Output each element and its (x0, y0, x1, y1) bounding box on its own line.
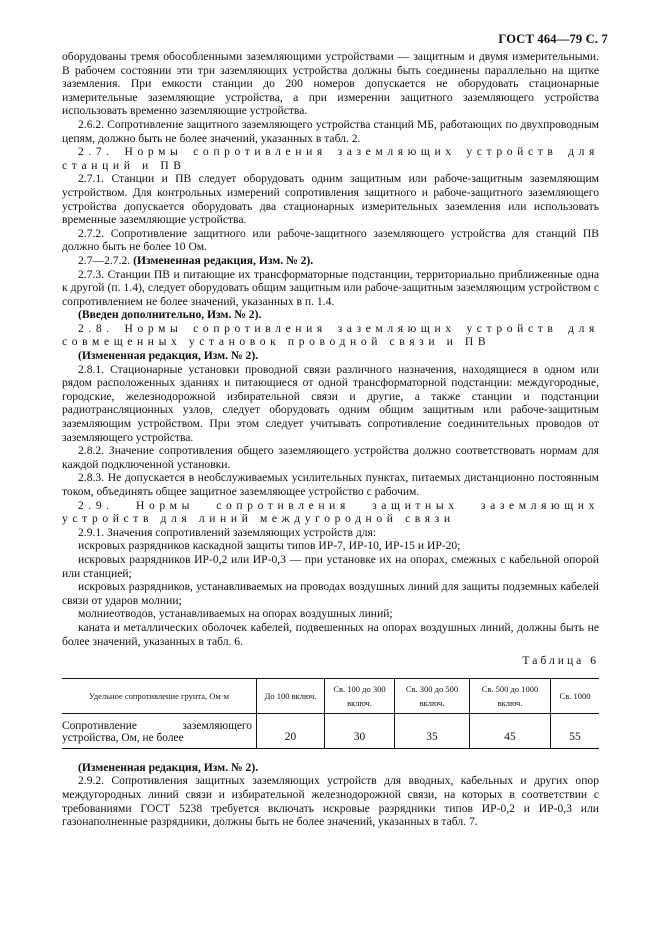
text-block-top (62, 50, 599, 648)
document-body (62, 50, 599, 829)
paragraph: 2.7.1. Станции и ПВ следует оборудовать одним защитным или рабоче-защитным заземляющим устройством. Для контрольных измерений сопротивления защитного и рабоче-защитного заземляющего устройства допускается оборудовать два стационарных измерительных заземления или использовать временные заземляющие устройства. (62, 172, 599, 227)
table-cell: 30 (325, 713, 395, 748)
amendment-note: (Измененная редакция, Изм. № 2). (133, 253, 314, 267)
table-row (62, 713, 599, 748)
table-cell: 20 (257, 713, 325, 748)
table-cell: 45 (470, 713, 551, 748)
paragraph: 2.8.3. Не допускается в необслуживаемых усилительных пунктах, питаемых дистанционно постоянным током, объединять общее защитное заземляющее устройство с рабочим. (62, 471, 599, 498)
paragraph: искровых разрядников ИР-0,2 или ИР-0,3 — при установке их на опорах, смежных с кабельной опорой или станцией; (62, 552, 599, 580)
paragraph: 2.8.1. Стационарные установки проводной связи различного назначения, находящиеся в одном или рядом расположенных зданиях и питающиеся от одной трансформаторной подстанции: междугородные, городские, железнодорожной избирательной связи и другие, а также станции и подстанции радиотрансляционных узлов, следует оборудовать одним общим защитным или рабоче-защитным заземляющим устройством. При этом следует учитывать сопротивление соединительных проводов от заземляющего устройства. (62, 362, 599, 444)
text-block-bottom (62, 761, 599, 829)
table-cell: 35 (395, 713, 470, 748)
paragraph: (Измененная редакция, Изм. № 2). (78, 760, 259, 774)
table-header-cell: До 100 включ. (257, 678, 325, 713)
table-caption: Таблица 6 (522, 654, 599, 668)
table-header-cell: Удельное сопротивление грунта, Ом·м (62, 678, 257, 713)
table-header-cell: Св. 500 до 1000 включ. (470, 678, 551, 713)
section-heading: 2.7. Нормы сопротивления заземляющих устройств для станций и ПВ (62, 145, 599, 172)
section-heading: 2.9. Нормы сопротивления защитных заземляющих устройств для линий междугородной связи (62, 498, 599, 526)
table-header-cell: Св. 300 до 500 включ. (395, 678, 470, 713)
paragraph: 2.7—2.7.2. (Измененная редакция, Изм. № 2). (78, 253, 314, 267)
table-row-label: Сопротивление заземляющего устройства, Ом, не более (62, 713, 257, 748)
paragraph: 2.7.2. Сопротивление защитного или рабоче-защитного заземляющего устройства для станций ПВ должно быть не более 10 Ом. (62, 226, 599, 254)
paragraph: 2.8.2. Значение сопротивления общего заземляющего устройства должно соответствовать нормам для каждой подключенной установки. (62, 444, 599, 471)
paragraph: (Измененная редакция, Изм. № 2). (78, 349, 259, 363)
paragraph: каната и металлических оболочек кабелей, подвешенных на опорах воздушных линий, должны быть не более значений, указанных в табл. 6. (62, 620, 599, 648)
section-heading: 2.8. Нормы сопротивления заземляющих устройств для совмещенных установок проводной связи и ПВ (62, 321, 599, 349)
page-header: ГОСТ 464—79 С. 7 (498, 32, 608, 46)
paragraph: 2.9.2. Сопротивления защитных заземляющих устройств для вводных, кабельных и других опор междугородных линий связи и избирательной железнодорожной связи, на которых в соответствии с требованиями ГОСТ 5238 требуется включать искровые разрядники типов ИР-0,2 и ИР-0,3 или газонаполненные разрядники, должны быть не более значений, указанных в табл. 7. (62, 774, 599, 829)
table-header-row (62, 678, 599, 713)
paragraph: молниеотводов, устанавливаемых на опорах воздушных линий; (78, 607, 393, 621)
paragraph: 2.7.3. Станции ПВ и питающие их трансформаторные подстанции, территориально приближенные одна к другой (п. 1.4), следует оборудовать общим защитным или рабоче-защитным заземляющим устройством с сопротивлением не более значений, указанных в п. 1.4. (62, 267, 599, 308)
paragraph: 2.6.2. Сопротивление защитного заземляющего устройства станций МБ, работающих по двухпроводным цепям, должно быть не более значений, указанных в табл. 2. (62, 117, 599, 145)
table-header-cell: Св. 100 до 300 включ. (325, 678, 395, 713)
paragraph: искровых разрядников каскадной защиты типов ИР-7, ИР-10, ИР-15 и ИР-20; (78, 539, 461, 553)
table-header-cell: Св. 1000 (551, 678, 600, 713)
table-6 (62, 678, 599, 749)
table-cell: 55 (551, 713, 600, 748)
paragraph: оборудованы тремя обособленными заземляющими устройствами — защитным и двумя измерительными. В рабочем состоянии эти три заземляющих устройства должны быть соединены параллельно на щитке заземления. При емкости станции до 200 номеров допускается не оборудовать стационарные измерительные заземляющие устройства, а при измерении защитного заземляющего устройства использовать временно заземляющие устройства. (62, 50, 599, 118)
paragraph: (Введен дополнительно, Изм. № 2). (78, 308, 262, 322)
paragraph: 2.9.1. Значения сопротивлений заземляющих устройств для: (78, 525, 377, 539)
paragraph: искровых разрядников, устанавливаемых на проводах воздушных линий для защиты подземных кабелей связи от ударов молнии; (62, 580, 599, 607)
